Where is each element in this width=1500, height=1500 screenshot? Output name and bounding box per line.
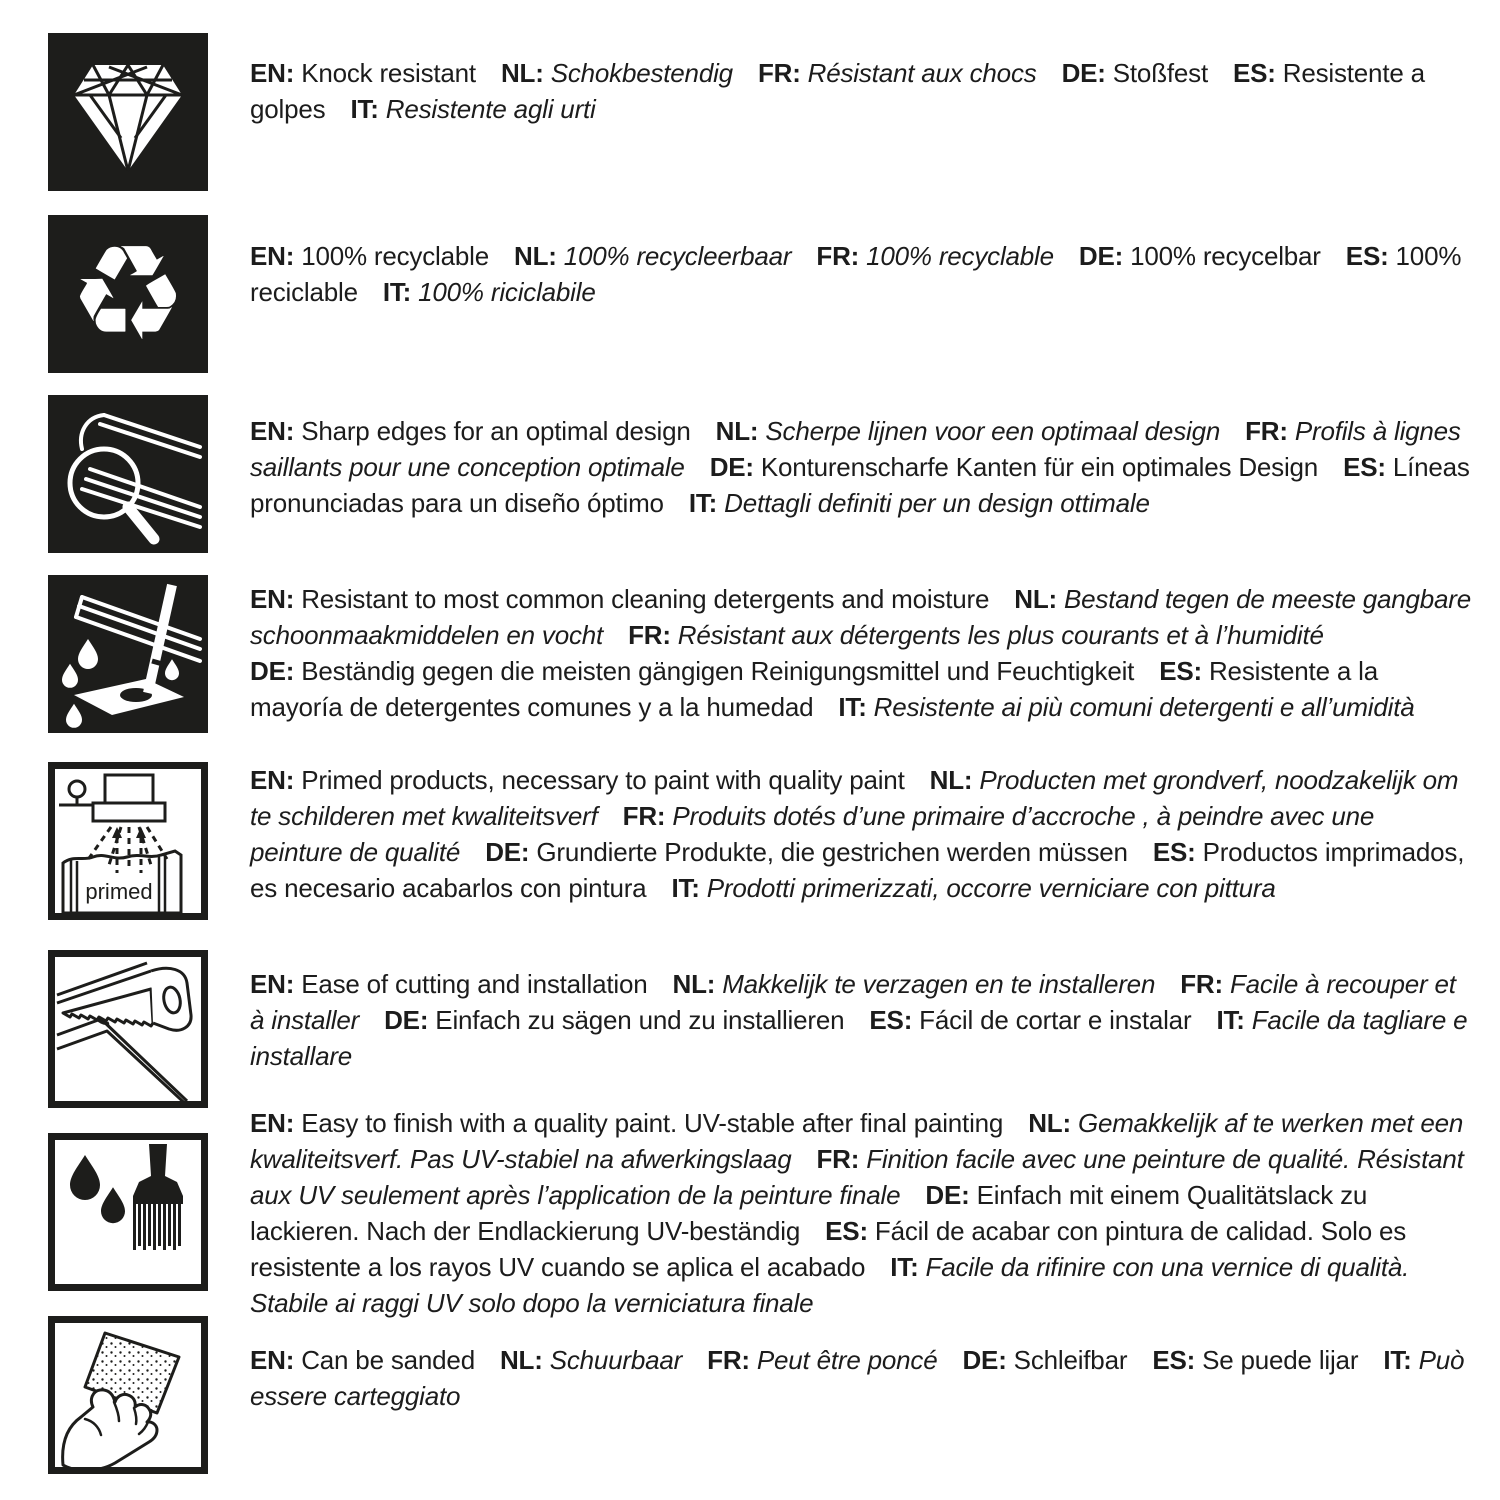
lang-label: NL: — [1014, 584, 1057, 614]
recycle-icon — [48, 215, 208, 373]
lang-label: NL: — [715, 416, 759, 446]
feature-description — [250, 55, 1472, 127]
lang-segment-fr — [758, 58, 1037, 88]
lang-text: Resistente a golpes — [250, 58, 1425, 124]
lang-segment-de — [1062, 58, 1208, 88]
lang-label: EN: — [250, 765, 295, 795]
lang-label: NL: — [672, 969, 716, 999]
lang-label: IT: — [671, 873, 700, 903]
lang-segment-de — [962, 1345, 1127, 1375]
lang-segment-it — [383, 277, 596, 307]
lang-label: IT: — [350, 94, 379, 124]
lang-text: Fácil de acabar con pintura de calidad. Solo es resistente a los rayos UV cuando se aplica el acabado — [250, 1216, 1407, 1282]
lang-text: Productos imprimados, es necesario acabarlos con pintura — [250, 837, 1465, 903]
lang-segment-de — [485, 837, 1128, 867]
lang-text: Líneas pronunciadas para un diseño óptimo — [250, 452, 1470, 518]
lang-label: IT: — [382, 277, 412, 307]
magnifier-profile-icon — [48, 395, 208, 553]
lang-segment-en — [250, 416, 691, 446]
lang-label: DE: — [1061, 58, 1106, 88]
lang-label: ES: — [1152, 1345, 1196, 1375]
feature-description — [250, 413, 1472, 521]
lang-segment-nl — [673, 969, 1156, 999]
lang-label: DE: — [384, 1005, 429, 1035]
lang-label: DE: — [250, 656, 295, 686]
lang-label: ES: — [825, 1216, 868, 1246]
lang-label: EN: — [250, 58, 295, 88]
lang-text: 100% riciclabile — [418, 277, 596, 307]
lang-text: Resistente agli urti — [385, 94, 596, 124]
lang-label: DE: — [1078, 241, 1124, 271]
lang-text: Schokbestendig — [550, 58, 733, 88]
feature-row-primed — [48, 762, 1472, 920]
lang-label: ES: — [1233, 58, 1276, 88]
lang-text: Knock resistant — [301, 58, 476, 88]
lang-label: DE: — [962, 1345, 1007, 1375]
lang-label: FR: — [816, 241, 860, 271]
lang-text: Fácil de cortar e instalar — [919, 1005, 1192, 1035]
lang-segment-it — [671, 873, 1275, 903]
lang-text: Facile da rifinire con una vernice di qualità. Stabile ai raggi UV solo dopo la verniciatura finale — [250, 1252, 1410, 1318]
lang-segment-de — [384, 1005, 844, 1035]
lang-segment-nl — [501, 58, 733, 88]
lang-segment-en — [250, 241, 489, 271]
lang-label: ES: — [1152, 837, 1196, 867]
lang-label: NL: — [1028, 1108, 1071, 1138]
lang-text: Can be sanded — [301, 1345, 475, 1375]
lang-text: 100% recycelbar — [1130, 241, 1321, 271]
lang-text: 100% reciclable — [250, 241, 1462, 307]
lang-text: Schleifbar — [1013, 1345, 1128, 1375]
lang-segment-nl — [500, 1345, 682, 1375]
lang-label: NL: — [514, 241, 557, 271]
lang-text: Può essere carteggiato — [250, 1345, 1465, 1411]
lang-label: ES: — [1159, 656, 1202, 686]
feature-row-sharp-edges — [48, 395, 1472, 553]
lang-segment-en — [250, 58, 476, 88]
lang-label: FR: — [628, 620, 671, 650]
lang-segment-fr — [628, 620, 1324, 650]
lang-label: NL: — [929, 765, 973, 795]
feature-description — [250, 238, 1472, 310]
primer-spray-icon — [48, 762, 208, 920]
lang-label: EN: — [250, 1345, 295, 1375]
lang-segment-it — [689, 488, 1150, 518]
lang-segment-en — [250, 1108, 1003, 1138]
lang-segment-en — [250, 765, 905, 795]
paint-brush-drops-icon — [48, 1133, 208, 1291]
lang-segment-it — [838, 692, 1414, 722]
lang-text: Résistant aux chocs — [807, 58, 1037, 88]
lang-label: IT: — [1216, 1005, 1245, 1035]
lang-label: IT: — [838, 692, 867, 722]
lang-segment-nl — [514, 241, 791, 271]
lang-text: 100% recycleerbaar — [563, 241, 792, 271]
lang-segment-de — [710, 452, 1318, 482]
saw-icon — [48, 950, 208, 1108]
lang-label: DE: — [485, 837, 530, 867]
lang-text: Resistant to most common cleaning detergents and moisture — [301, 584, 990, 614]
lang-text: 100% recyclable — [301, 241, 489, 271]
feature-row-cutting — [48, 950, 1472, 1108]
diamond-icon — [48, 33, 208, 191]
lang-text: Facile da tagliare e installare — [250, 1005, 1468, 1071]
lang-text: Prodotti primerizzati, occorre verniciare con pittura — [706, 873, 1276, 903]
lang-label: NL: — [499, 1345, 543, 1375]
lang-text: Bestand tegen de meeste gangbare schoonmaakmiddelen en vocht — [250, 584, 1472, 650]
feature-description — [250, 1105, 1472, 1321]
lang-text: 100% recyclable — [866, 241, 1054, 271]
feature-row-cleaning-resistant — [48, 575, 1472, 733]
lang-segment-de — [250, 656, 1134, 686]
lang-label: FR: — [622, 801, 666, 831]
feature-row-sandable — [48, 1316, 1472, 1474]
lang-segment-es — [1152, 1345, 1358, 1375]
feature-description — [250, 762, 1472, 906]
lang-segment-it — [350, 94, 595, 124]
lang-label: ES: — [869, 1005, 913, 1035]
lang-segment-nl — [716, 416, 1220, 446]
lang-text: Konturenscharfe Kanten für ein optimales Design — [760, 452, 1319, 482]
lang-label: EN: — [250, 584, 295, 614]
lang-segment-fr — [816, 241, 1054, 271]
lang-text: Scherpe lijnen voor een optimaal design — [765, 416, 1221, 446]
lang-segment-en — [250, 584, 989, 614]
lang-text: Einfach zu sägen und zu installieren — [435, 1005, 845, 1035]
feature-row-finish-paint — [48, 1108, 1472, 1321]
lang-text: Finition facile avec une peinture de qualité. Résistant aux UV seulement après l’application de la peinture finale — [250, 1144, 1464, 1210]
lang-text: Se puede lijar — [1202, 1345, 1359, 1375]
lang-text: Résistant aux détergents les plus courants et à l’humidité — [677, 620, 1324, 650]
lang-label: IT: — [1383, 1345, 1412, 1375]
lang-text: Beständig gegen die meisten gängigen Reinigungsmittel und Feuchtigkeit — [301, 656, 1135, 686]
lang-text: Produits dotés d’une primaire d’accroche , à peindre avec une peinture de qualité — [250, 801, 1375, 867]
lang-text: Peut être poncé — [756, 1345, 938, 1375]
lang-text: Stoßfest — [1112, 58, 1208, 88]
lang-label: FR: — [757, 58, 801, 88]
lang-label: EN: — [250, 969, 295, 999]
lang-text: Facile à recouper et à installer — [250, 969, 1456, 1035]
lang-text: Makkelijk te verzagen en te installeren — [722, 969, 1156, 999]
lang-segment-de — [1079, 241, 1321, 271]
lang-segment-es — [869, 1005, 1191, 1035]
sanding-hand-icon — [48, 1316, 208, 1474]
lang-label: EN: — [250, 1108, 295, 1138]
lang-label: DE: — [925, 1180, 970, 1210]
recycle-glyph: ♻ — [68, 217, 188, 371]
lang-text: Gemakkelijk af te werken met een kwaliteitsverf. Pas UV-stabiel na afwerkingslaag — [250, 1108, 1464, 1174]
lang-label: NL: — [500, 58, 544, 88]
lang-text: Producten met grondverf, noodzakelijk om te schilderen met kwaliteitsverf — [250, 765, 1459, 831]
lang-label: EN: — [250, 241, 295, 271]
lang-text: Easy to finish with a quality paint. UV-stable after final painting — [301, 1108, 1004, 1138]
feature-description — [250, 1342, 1472, 1414]
lang-label: FR: — [816, 1144, 860, 1174]
lang-label: FR: — [1245, 416, 1288, 446]
lang-segment-fr — [707, 1345, 937, 1375]
lang-label: ES: — [1345, 241, 1389, 271]
lang-segment-en — [250, 1345, 475, 1375]
lang-text: Sharp edges for an optimal design — [301, 416, 691, 446]
lang-text: Primed products, necessary to paint with quality paint — [301, 765, 905, 795]
lang-text: Schuurbaar — [549, 1345, 683, 1375]
lang-label: EN: — [250, 416, 295, 446]
lang-text: Einfach mit einem Qualitätslack zu lackieren. Nach der Endlackierung UV-beständig — [250, 1180, 1368, 1246]
feature-description — [250, 966, 1472, 1074]
feature-row-knock-resistant — [48, 33, 1472, 191]
lang-text: Grundierte Produkte, die gestrichen werden müssen — [536, 837, 1128, 867]
lang-text: Resistente ai più comuni detergenti e all’umidità — [873, 692, 1415, 722]
lang-label: IT: — [688, 488, 718, 518]
lang-text: Resistente a la mayoría de detergentes comunes y a la humedad — [250, 656, 1378, 722]
feature-row-recyclable — [48, 215, 1472, 373]
lang-label: DE: — [709, 452, 754, 482]
lang-segment-en — [250, 969, 647, 999]
lang-label: FR: — [1180, 969, 1223, 999]
lang-label: FR: — [707, 1345, 750, 1375]
lang-label: ES: — [1343, 452, 1386, 482]
mop-icon — [48, 575, 208, 733]
lang-text: Dettagli definiti per un design ottimale — [724, 488, 1150, 518]
feature-description — [250, 581, 1472, 725]
primed-label: primed — [85, 879, 153, 904]
lang-text: Profils à lignes saillants pour une conception optimale — [250, 416, 1461, 482]
lang-label: IT: — [890, 1252, 919, 1282]
lang-text: Ease of cutting and installation — [301, 969, 648, 999]
